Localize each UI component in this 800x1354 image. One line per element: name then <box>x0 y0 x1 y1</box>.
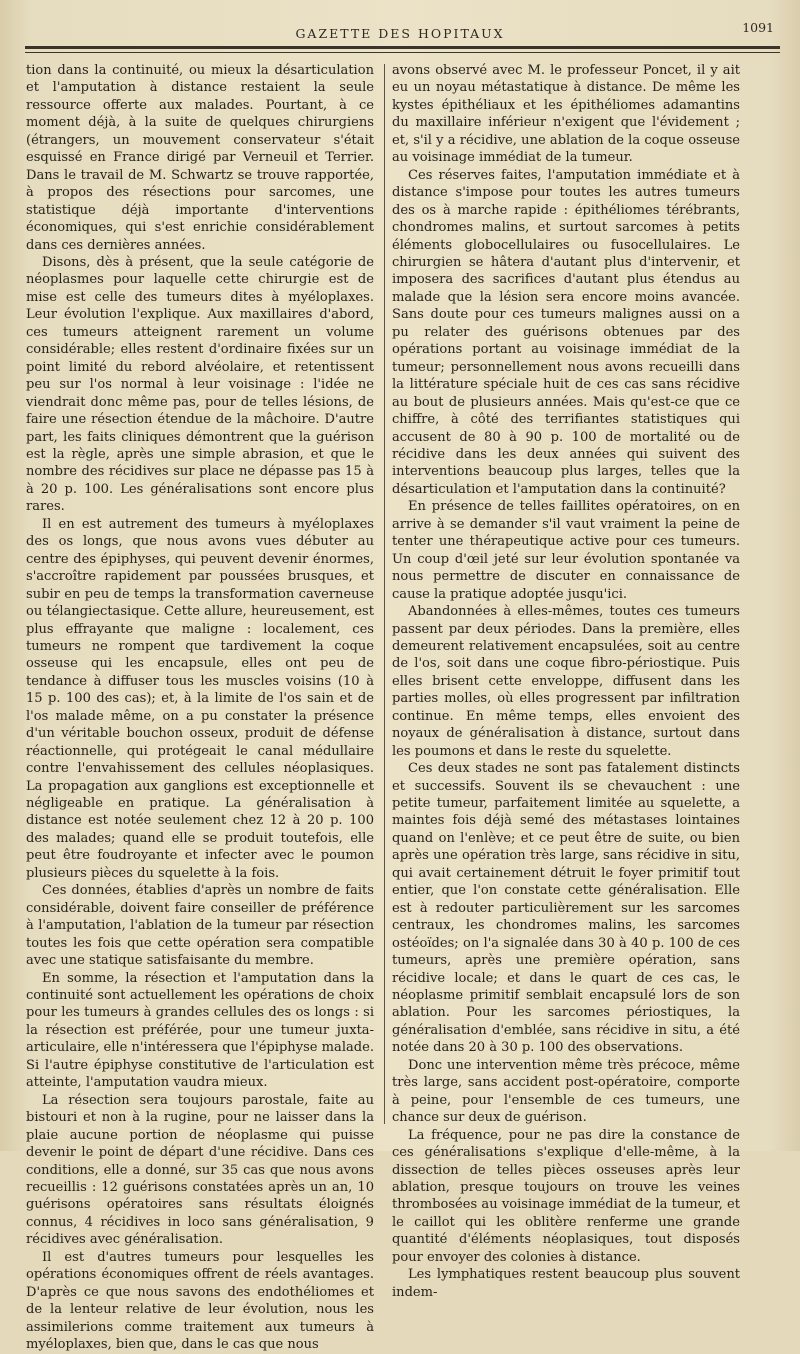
column-divider <box>384 64 385 1124</box>
right-column <box>392 62 740 1301</box>
left-paragraph-7: Il est d'autres tumeurs pour lesquelles les opérations économiques offrent de réels avantages. D'après ce que nous savons des endothéliomes et de la lenteur relative de leur évolution, nous les assimilerions comme traitement aux tumeurs à myéloplaxes, bien que, dans le cas que nous <box>26 1249 374 1353</box>
right-paragraph-5: Ces deux stades ne sont pas fatalement distincts et successifs. Souvent ils se chevauchent : une petite tumeur, parfaitement limitée au squelette, a maintes fois déjà semé des métastases lointaines quand on l'enlève; et ce peut être de suite, ou bien après une opération très large, sans récidive in situ, qui avait certainement détruit le foyer primitif tout entier, que l'on constate cette généralisation. Elle est à redouter particulièrement sur les sarcomes centraux, les chondromes malins, les sarcomes ostéoïdes; on l'a signalée dans 30 à 40 p. 100 de ces tumeurs, après une première opération, sans récidive locale; et dans le quart de ces cas, le néoplasme primitif semblait encapsulé lors de son ablation. Pour les sarcomes périostiques, la généralisation d'emblée, sans récidive in situ, a été notée dans 20 à 30 p. 100 des observations. <box>392 761 740 1056</box>
left-paragraph-5: En somme, la résection et l'amputation dans la continuité sont actuellement les opérations de choix pour les tumeurs à grandes cellules des os longs : si la résection est préférée, pour une tumeur juxta-articulaire, elle n'intéressera que l'épiphyse malade. Si l'autre épiphyse constitutive de l'articulation est atteinte, l'amputation vaudra mieux. <box>26 970 374 1091</box>
page-header <box>20 18 780 44</box>
left-paragraph-4: Ces données, établies d'après un nombre de faits considérable, doivent faire conseiller de préférence à l'amputation, l'ablation de la tumeur par résection toutes les fois que cette opération sera compatible avec une statique satisfaisante du membre. <box>26 883 374 969</box>
left-paragraph-6: La résection sera toujours parostale, faite au bistouri et non à la rugine, pour ne laisser dans la plaie aucune portion de néoplasme qui puisse devenir le point de départ d'une récidive. Dans ces conditions, elle a donné, sur 35 cas que nous avons recueillis : 12 guérisons constatées après un an, 10 guérisons opératoires sans résultats éloignés connus, 4 récidives in loco sans généralisation, 9 récidives avec généralisation. <box>26 1092 374 1248</box>
running-title: GAZETTE DES HOPITAUX <box>295 26 505 41</box>
left-paragraph-2: Disons, dès à présent, que la seule catégorie de néoplasmes pour laquelle cette chirurgie est de mise est celle des tumeurs dites à myéloplaxes. Leur évolution l'explique. Aux maxillaires d'abord, ces tumeurs atteignent rarement un volume considérable; elles restent d'ordinaire fixées sur un point limité du rebord alvéolaire, et retentissent peu sur l'os normal à leur voisinage : l'idée ne viendrait donc même pas, pour de telles lésions, de faire une résection étendue de la mâchoire. D'autre part, les faits cliniques démontrent que la guérison est la règle, après une simple abrasion, et que le nombre des récidives sur place ne dépasse pas 15 à à 20 p. 100. Les généralisations sont encore plus rares. <box>26 254 374 515</box>
right-paragraph-3: En présence de telles faillites opératoires, on en arrive à se demander s'il vaut vraiment la peine de tenter une thérapeutique active pour ces tumeurs. Un coup d'œil jeté sur leur évolution spontanée va nous permettre de discuter en connaissance de cause la pratique adoptée jusqu'ici. <box>392 499 740 602</box>
header-rule-thin <box>25 52 780 53</box>
right-paragraph-8: Les lymphatiques restent beaucoup plus souvent indem- <box>392 1267 740 1300</box>
right-paragraph-2: Ces réserves faites, l'amputation immédiate et à distance s'impose pour toutes les autres tumeurs des os à marche rapide : épithéliomes térébrants, chondromes malins, et surtout sarcomes à petits éléments globocellulaires ou fusocellulaires. Le chirurgien se hâtera d'autant plus d'intervenir, et imposera des sacrifices d'autant plus étendus au malade que la lésion sera encore moins avancée. Sans doute pour ces tumeurs malignes aussi on a pu relater des guérisons obtenues par des opérations portant au voisinage immédiat de la tumeur; personnellement nous avons recueilli dans la littérature spéciale huit de ces cas sans récidive au bout de plusieurs années. Mais qu'est-ce que ce chiffre, à côté des terrifiantes statistiques qui accusent de 80 à 90 p. 100 de mortalité ou de récidive dans les deux années qui suivent des interventions beaucoup plus larges, telles que la désarticulation et l'amputation dans la continuité? <box>392 167 740 497</box>
page-number: 1091 <box>742 20 774 35</box>
right-paragraph-1: avons observé avec M. le professeur Poncet, il y ait eu un noyau métastatique à distance. De même les kystes épithéliaux et les épithéliomes adamantins du maxillaire inférieur n'exigent que l'évidement ; et, s'il y a récidive, une ablation de la coque osseuse au voisinage immédiat de la tumeur. <box>392 63 740 166</box>
right-paragraph-4: Abandonnées à elles-mêmes, toutes ces tumeurs passent par deux périodes. Dans la première, elles demeurent relativement encapsulées, soit au centre de l'os, soit dans une coque fibro-périostique. Puis elles brisent cette enveloppe, diffusent dans les parties molles, où elles progressent par infiltration continue. En même temps, elles envoient des noyaux de généralisation à distance, surtout dans les poumons et dans le reste du squelette. <box>392 604 740 759</box>
header-rule-thick <box>25 46 780 49</box>
left-paragraph-1: tion dans la continuité, ou mieux la désarticulation et l'amputation à distance restaient la seule ressource offerte aux malades. Pourtant, à ce moment déjà, à la suite de quelques chirurgiens (étrangers, un mouvement conservateur s'était esquissé en France dirigé par Verneuil et Terrier. Dans le travail de M. Schwartz se trouve rapportée, à propos des résections pour sarcomes, une statistique déjà importante d'interventions économiques, qui s'est enrichie considérablement dans ces dernières années. <box>26 63 374 253</box>
left-column <box>26 62 374 1354</box>
right-paragraph-6: Donc une intervention même très précoce, même très large, sans accident post-opératoire, comporte à peine, pour l'ensemble de ces tumeurs, une chance sur deux de guérison. <box>392 1057 740 1126</box>
left-paragraph-3: Il en est autrement des tumeurs à myéloplaxes des os longs, que nous avons vues débuter au centre des épiphyses, qui peuvent devenir énormes, s'accroître rapidement par poussées brusques, et subir en peu de temps la transformation caverneuse ou télangiectasique. Cette allure, heureusement, est plus effrayante que maligne : localement, ces tumeurs ne rompent que tardivement la coque osseuse qui les encapsule, elles ont peu de tendance à diffuser tous les muscles voisins (10 à 15 p. 100 des cas); et, à la limite de l'os sain et de l'os malade même, on a pu constater la présence d'un véritable bouchon osseux, produit de défense réactionnelle, qui protégeait le canal médullaire contre l'envahissement des cellules néoplasiques. La propagation aux ganglions est exceptionnelle et négligeable en pratique. La généralisation à distance est notée seulement chez 12 à 20 p. 100 des malades; quand elle se produit toutefois, elle peut être foudroyante et infecter avec le poumon plusieurs pièces du squelette à la fois. <box>26 516 374 881</box>
right-paragraph-7: La fréquence, pour ne pas dire la constance de ces généralisations s'explique d'elle-même, à la dissection de telles pièces osseuses après leur ablation, presque toujours on trouve les veines thrombosées au voisinage immédiat de la tumeur, et le caillot qui les oblitère renferme une grande quantité d'éléments néoplasiques, tout disposés pour envoyer des colonies à distance. <box>392 1127 740 1265</box>
